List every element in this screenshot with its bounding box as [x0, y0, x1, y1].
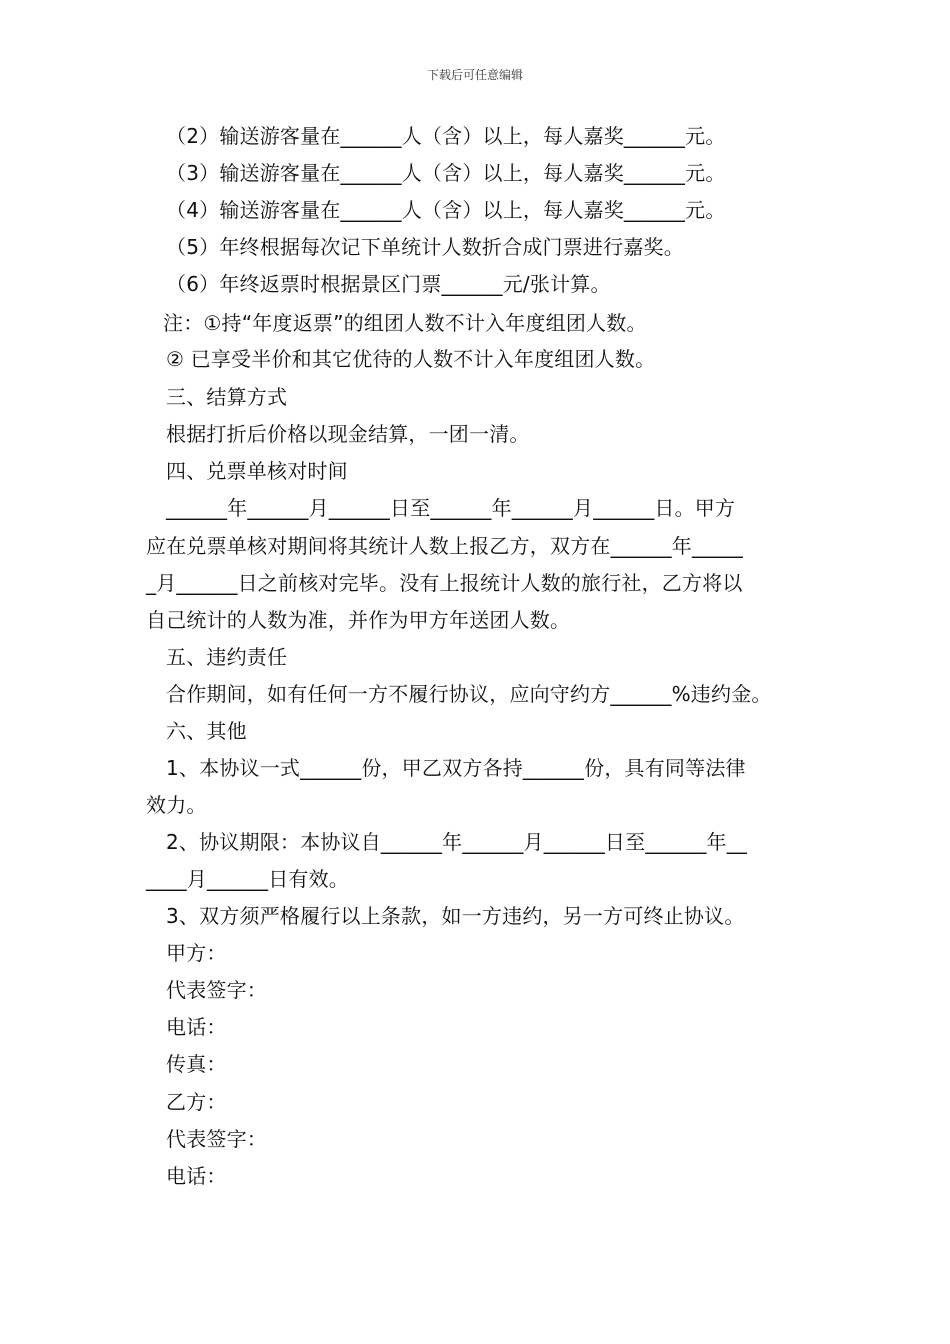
other-clause-2-line-1: 2、协议期限：本协议自______年______月______日至______年__ [166, 830, 748, 854]
other-clause-2-line-2: ____月______日有效。 [146, 867, 349, 891]
party-a-phone-label: 电话： [166, 1015, 227, 1039]
other-clause-1-line-1: 1、本协议一式______份，甲乙双方各持______份，具有同等法律 [166, 756, 746, 780]
liability-text: 合作期间，如有任何一方不履行协议，应向守约方______%违约金。 [166, 682, 772, 706]
party-b-signature-label: 代表签字： [166, 1127, 267, 1151]
section-heading-settlement: 三、结算方式 [166, 385, 288, 409]
verification-text-line-2: 应在兑票单核对期间将其统计人数上报乙方，双方在______年_____ [146, 534, 743, 558]
reward-item-6: （6）年终返票时根据景区门票______元/张计算。 [166, 272, 611, 296]
settlement-text: 根据打折后价格以现金结算，一团一清。 [166, 422, 530, 446]
reward-item-5: （5）年终根据每次记下单统计人数折合成门票进行嘉奖。 [166, 235, 684, 259]
party-a-signature-label: 代表签字： [166, 978, 267, 1002]
section-heading-liability: 五、违约责任 [166, 645, 288, 669]
reward-item-2: （2）输送游客量在______人（含）以上，每人嘉奖______元。 [166, 124, 726, 148]
verification-text-line-3: _月______日之前核对完毕。没有上报统计人数的旅行社，乙方将以 [146, 571, 743, 595]
party-a-fax-label: 传真： [166, 1052, 227, 1076]
note-2: ② 已享受半价和其它优待的人数不计入年度组团人数。 [166, 347, 656, 371]
note-1: 注：①持“年度返票”的组团人数不计入年度组团人数。 [163, 311, 647, 335]
reward-item-3: （3）输送游客量在______人（含）以上，每人嘉奖______元。 [166, 161, 726, 185]
other-clause-1-line-2: 效力。 [146, 793, 207, 817]
verification-text-line-4: 自己统计的人数为准，并作为甲方年送团人数。 [146, 608, 571, 632]
party-b-phone-label: 电话： [166, 1164, 227, 1188]
other-clause-3: 3、双方须严格履行以上条款，如一方违约，另一方可终止协议。 [166, 904, 745, 928]
section-heading-other: 六、其他 [166, 719, 247, 743]
reward-item-4: （4）输送游客量在______人（含）以上，每人嘉奖______元。 [166, 198, 726, 222]
page-header: 下载后可任意编辑 [426, 68, 523, 82]
section-heading-verification: 四、兑票单核对时间 [166, 459, 348, 483]
party-a-label: 甲方： [166, 941, 227, 965]
party-b-label: 乙方： [166, 1090, 227, 1114]
verification-text-line-1: ______年______月______日至______年______月______日。甲方 [166, 496, 736, 520]
